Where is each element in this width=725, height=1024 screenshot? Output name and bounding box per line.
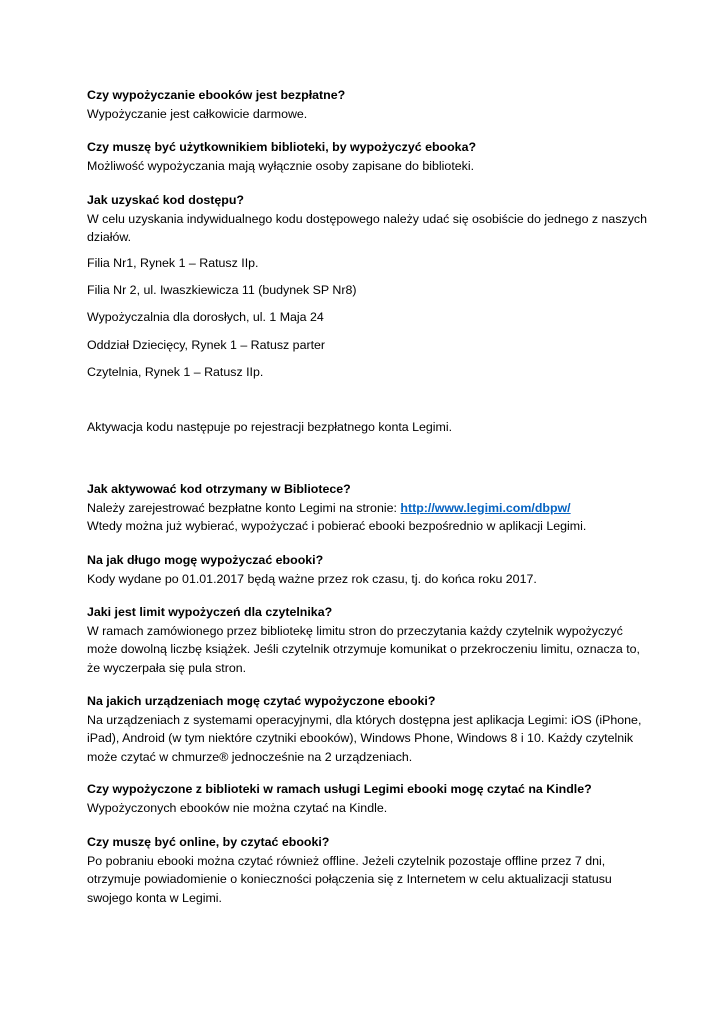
faq-question: Na jak długo mogę wypożyczać ebooki? bbox=[87, 553, 324, 567]
faq-answer: Wypożyczonych ebooków nie można czytać na Kindle. bbox=[87, 800, 388, 815]
branch-item: Czytelnia, Rynek 1 – Ratusz IIp. bbox=[87, 365, 264, 379]
faq-answer-line bbox=[87, 499, 647, 518]
faq-question: Jak aktywować kod otrzymany w Bibliotece? bbox=[87, 482, 351, 496]
branch-item: Wypożyczalnia dla dorosłych, ul. 1 Maja 24 bbox=[87, 310, 324, 324]
faq-answer-text: Należy zarejestrować bezpłatne konto Legimi na stronie: bbox=[87, 500, 401, 515]
faq-question: Jak uzyskać kod dostępu? bbox=[87, 193, 245, 207]
faq-online bbox=[87, 833, 647, 907]
faq-answer-line: Na urządzeniach z systemami operacyjnymi, dla których dostępna jest aplikacja Legimi: iOS (iPhone, bbox=[87, 712, 642, 727]
faq-answer: Wypożyczanie jest całkowicie darmowe. bbox=[87, 106, 308, 121]
branch-item: Filia Nr 2, ul. Iwaszkiewicza 11 (budynek SP Nr8) bbox=[87, 283, 357, 297]
faq-answer-line: W celu uzyskania indywidualnego kodu dostępowego należy udać się osobiście do jednego z naszych bbox=[87, 211, 647, 226]
faq-kindle bbox=[87, 780, 647, 817]
legimi-link[interactable]: http://www.legimi.com/dbpw/ bbox=[400, 500, 571, 515]
branch-item: Oddział Dziecięcy, Rynek 1 – Ratusz parter bbox=[87, 338, 326, 352]
faq-answer-line: iPad), Android (w tym niektóre czytniki ebooków), Windows Phone, Windows 8 i 10. Każdy czytelnik bbox=[87, 731, 634, 745]
faq-question: Jaki jest limit wypożyczeń dla czytelnika? bbox=[87, 605, 333, 619]
faq-answer: Możliwość wypożyczania mają wyłącznie osoby zapisane do biblioteki. bbox=[87, 158, 475, 173]
faq-answer-line: może dowolną liczbę książek. Jeśli czytelnik otrzymuje komunikat o przekroczeniu limitu, oznacza to, bbox=[87, 642, 640, 656]
faq-devices bbox=[87, 692, 647, 766]
faq-answer-line: otrzymuje powiadomienie o konieczności połączenia się z Internetem w celu aktualizacji statusu bbox=[87, 872, 612, 886]
faq-answer-line: Wtedy można już wybierać, wypożyczać i pobierać ebooki bezpośrednio w aplikacji Legimi. bbox=[87, 519, 587, 533]
faq-answer-line: działów. bbox=[87, 230, 132, 244]
faq-question: Czy wypożyczone z biblioteki w ramach usługi Legimi ebooki mogę czytać na Kindle? bbox=[87, 782, 592, 796]
faq-question: Czy wypożyczanie ebooków jest bezpłatne? bbox=[87, 88, 346, 102]
faq-access-code bbox=[87, 191, 647, 247]
faq-question: Na jakich urządzeniach mogę czytać wypożyczone ebooki? bbox=[87, 694, 436, 708]
faq-answer-line: może czytać w chmurze® jednocześnie na 2 urządzeniach. bbox=[87, 749, 413, 764]
faq-activate-code bbox=[87, 480, 647, 536]
faq-lending-limit bbox=[87, 603, 647, 677]
faq-answer-line: W ramach zamówionego przez bibliotekę limitu stron do przeczytania każdy czytelnik wypożyczyć bbox=[87, 623, 623, 638]
faq-question: Czy muszę być użytkownikiem biblioteki, by wypożyczyć ebooka? bbox=[87, 140, 477, 154]
faq-question: Czy muszę być online, by czytać ebooki? bbox=[87, 835, 330, 849]
faq-lending-duration bbox=[87, 551, 647, 588]
activation-note: Aktywacja kodu następuje po rejestracji bezpłatnego konta Legimi. bbox=[87, 420, 453, 434]
faq-answer-line: swojego konta w Legimi. bbox=[87, 890, 222, 905]
faq-free-lending bbox=[87, 86, 647, 123]
faq-answer: Kody wydane po 01.01.2017 będą ważne przez rok czasu, tj. do końca roku 2017. bbox=[87, 571, 537, 586]
faq-library-membership bbox=[87, 138, 647, 175]
faq-answer-line: Po pobraniu ebooki można czytać również offline. Jeżeli czytelnik pozostaje offline przez 7 dni, bbox=[87, 853, 606, 868]
branch-item: Filia Nr1, Rynek 1 – Ratusz IIp. bbox=[87, 256, 259, 270]
faq-answer-line: że wyczerpała się pula stron. bbox=[87, 660, 247, 675]
